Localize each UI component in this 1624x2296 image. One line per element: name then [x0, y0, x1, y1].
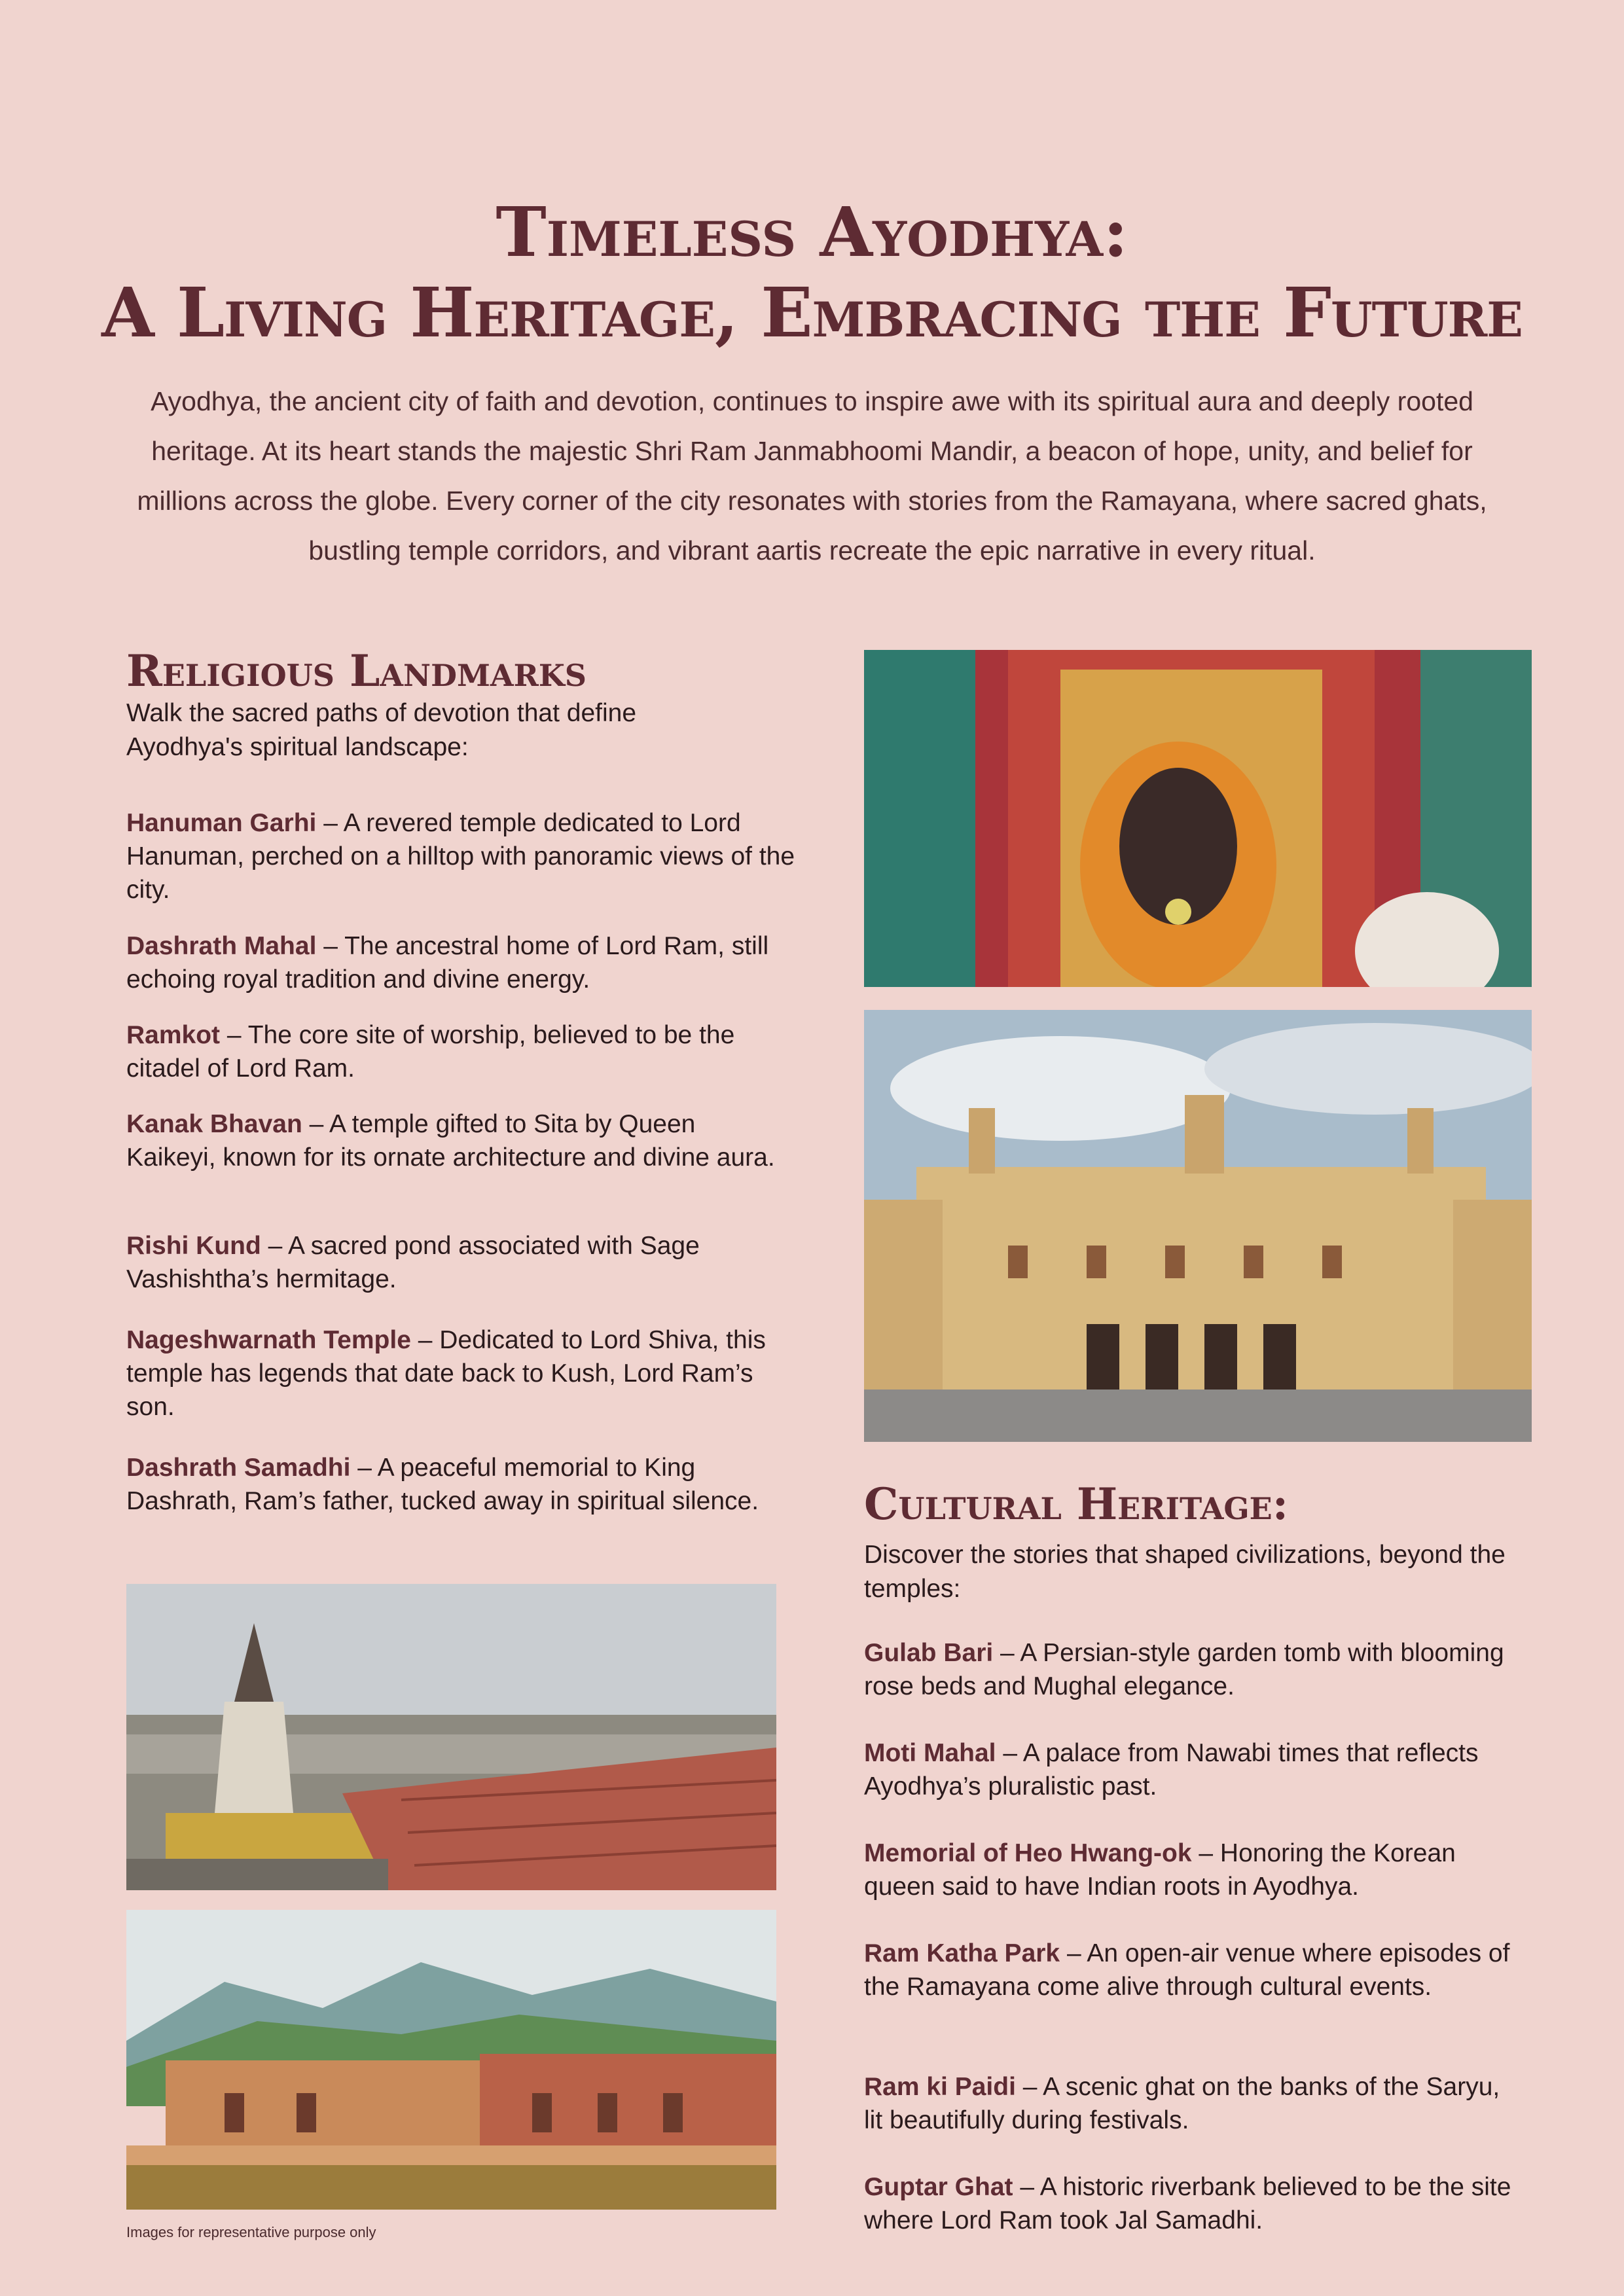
cultural-heritage-intro: Discover the stories that shaped civilizations, beyond the temples:: [864, 1541, 1506, 1603]
intro-paragraph: Ayodhya, the ancient city of faith and devotion, continues to inspire awe with its spiritual aura and deeply rooted heritage. At its heart stands the majestic Shri Ram Janmabhoomi Mandir, a beacon of hope, unity, and belief for millions across the globe. Every corner of the city resonates with stories from the Ramayana, where sacred ghats, bustling temple corridors, and vibrant aartis recreate the epic narrative in every ritual.: [137, 386, 1487, 565]
landmark-description: – A sacred pond associated with Sage Vashishtha’s hermitage.: [126, 1232, 700, 1293]
cultural-heritage-title: Cultural Heritage:: [864, 1479, 1289, 1530]
landmark-item: [126, 929, 801, 996]
landmark-item: [126, 1107, 787, 1174]
heritage-item: [864, 1636, 1519, 1703]
landmark-description: – A revered temple dedicated to Lord Hanuman, perched on a hilltop with panoramic views of the city.: [126, 809, 795, 904]
landmark-description: – The ancestral home of Lord Ram, still echoing royal tradition and divine energy.: [126, 932, 769, 994]
image-disclaimer: Images for representative purpose only: [126, 2224, 376, 2240]
landmark-item: [126, 1229, 781, 1296]
heritage-item: [864, 1937, 1532, 2003]
heritage-description: – A scenic ghat on the banks of the Saryu, lit beautifully during festivals.: [864, 2073, 1500, 2134]
landmark-description: – A temple gifted to Sita by Queen Kaikeyi, known for its ornate architecture and divine aura.: [126, 1110, 775, 1172]
landmark-description: – A peaceful memorial to King Dashrath, Ram’s father, tucked away in spiritual silence.: [126, 1454, 759, 1515]
heritage-item: [864, 1736, 1519, 1803]
religious-landmarks-intro: Walk the sacred paths of devotion that define Ayodhya's spiritual landscape:: [126, 699, 637, 761]
heritage-description: – An open-air venue where episodes of the Ramayana come alive through cultural events.: [864, 1939, 1510, 2001]
heritage-name: Moti Mahal: [864, 1739, 996, 1767]
page-title-line-2: A Living Heritage, Embracing the Future: [101, 272, 1523, 353]
landmark-name: Hanuman Garhi: [126, 809, 317, 837]
landmark-item: [126, 1451, 801, 1518]
landmark-name: Dashrath Mahal: [126, 932, 317, 960]
landmark-name: Rishi Kund: [126, 1232, 261, 1260]
heritage-description: – A historic riverbank believed to be the site where Lord Ram took Jal Samadhi.: [864, 2173, 1511, 2234]
landmark-item: [126, 806, 801, 906]
heritage-name: Ram ki Paidi: [864, 2073, 1016, 2101]
heritage-description: – A Persian-style garden tomb with blooming rose beds and Mughal elegance.: [864, 1639, 1504, 1700]
heritage-description: – Honoring the Korean queen said to have Indian roots in Ayodhya.: [864, 1839, 1456, 1901]
page-title-line-1: Timeless Ayodhya:: [496, 192, 1128, 272]
heritage-name: Memorial of Heo Hwang-ok: [864, 1839, 1192, 1867]
heritage-name: Ram Katha Park: [864, 1939, 1060, 1967]
landmark-name: Ramkot: [126, 1021, 221, 1049]
riverfront-ghat-photo: [126, 1910, 776, 2210]
heritage-name: Gulab Bari: [864, 1639, 994, 1667]
landmark-name: Kanak Bhavan: [126, 1110, 302, 1138]
landmark-name: Nageshwarnath Temple: [126, 1326, 411, 1354]
heritage-item: [864, 1837, 1532, 1903]
city-skyline-photo: [126, 1584, 776, 1890]
religious-landmarks-title: Religious Landmarks: [126, 645, 587, 696]
palace-facade-photo: [864, 1010, 1532, 1442]
heritage-description: – A palace from Nawabi times that reflects Ayodhya’s pluralistic past.: [864, 1739, 1479, 1801]
landmark-name: Dashrath Samadhi: [126, 1454, 351, 1482]
heritage-item: [864, 2070, 1519, 2137]
landmark-description: – The core site of worship, believed to be the citadel of Lord Ram.: [126, 1021, 735, 1083]
landmark-item: [126, 1323, 801, 1424]
heritage-name: Guptar Ghat: [864, 2173, 1013, 2201]
landmark-description: – Dedicated to Lord Shiva, this temple has legends that date back to Kush, Lord Ram’s son.: [126, 1326, 766, 1421]
heritage-item: [864, 2170, 1532, 2237]
landmark-item: [126, 1018, 801, 1085]
hanuman-idol-photo: [864, 650, 1532, 987]
